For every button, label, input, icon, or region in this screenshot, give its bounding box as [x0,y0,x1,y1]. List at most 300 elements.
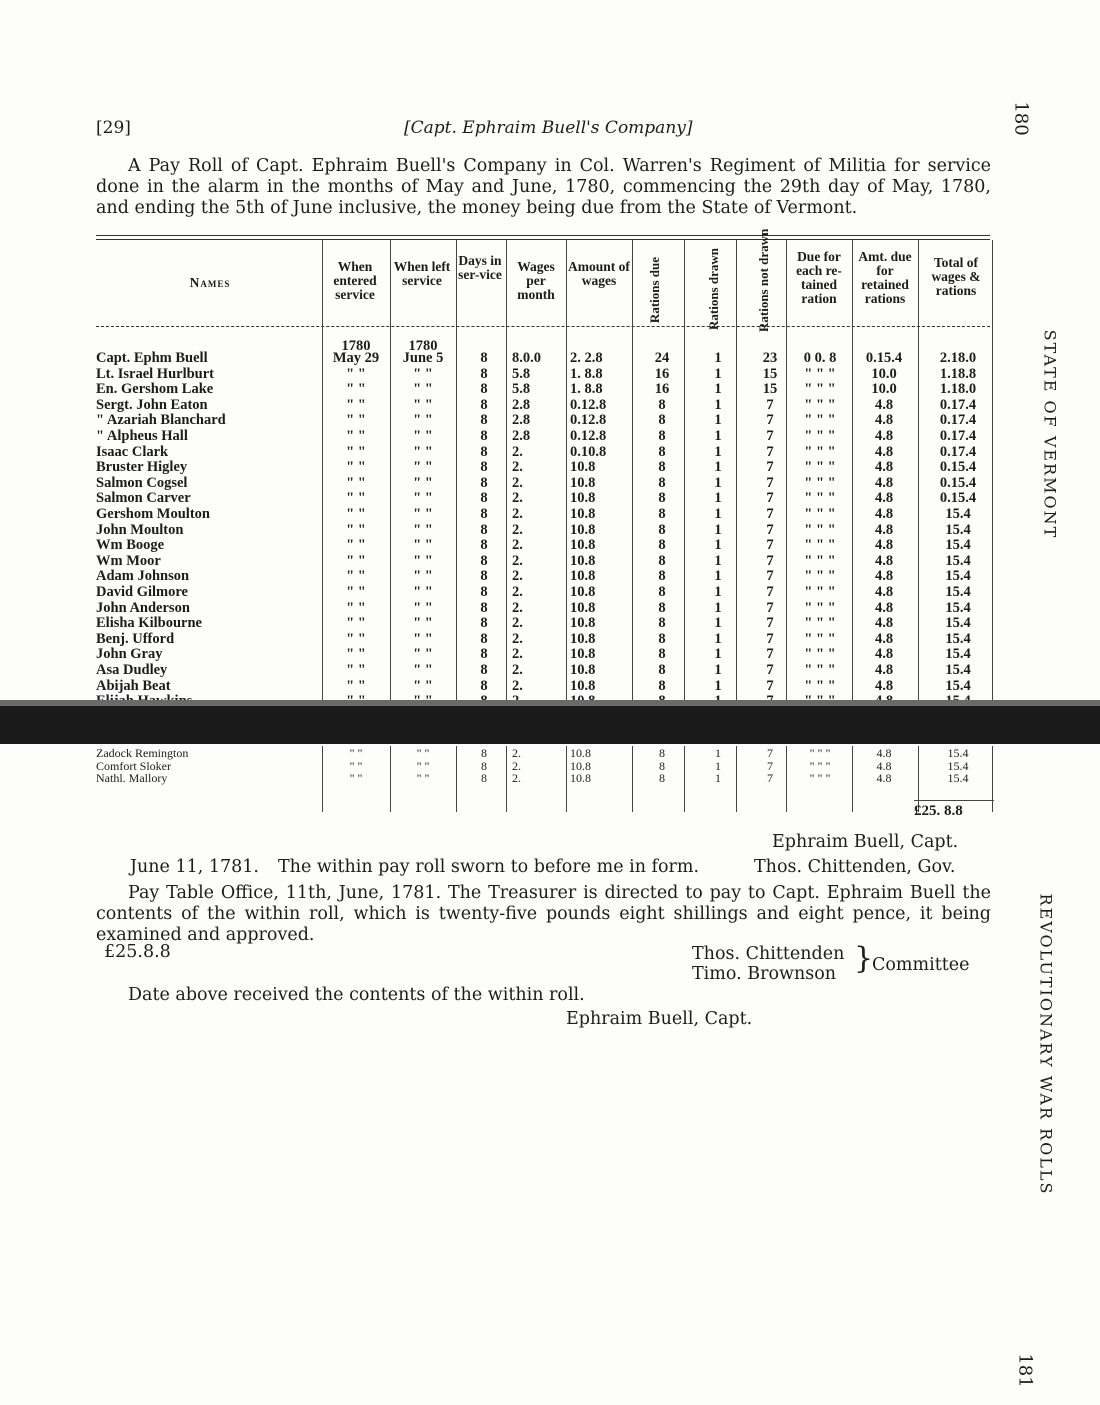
rations-not-drawn-cell: 7 [766,459,774,476]
rations-due-cell: 24 [654,350,670,366]
amount-cell: 0.12.8 [570,396,607,413]
rations-drawn-cell: 1 [714,521,722,538]
name-cell: Wm Booge [96,537,165,554]
rations-not-drawn-cell: 7 [766,646,774,663]
committee-label: Committee [872,955,970,975]
rations-drawn-cell: 1 [715,746,721,760]
due-each-cell: " " " [804,412,836,429]
name-cell: Zadock Remington [96,746,189,760]
total-cell: 15.4 [945,662,971,678]
amt-due-cell: 4.8 [874,568,894,585]
days-cell: 8 [480,521,488,538]
rations-not-drawn-cell: 7 [766,599,774,616]
entered-cell: " " [346,537,366,554]
rations-drawn-cell: 1 [714,490,722,507]
rations-due-cell: 8 [659,758,665,773]
col-days: Days in ser-vice [458,253,502,282]
days-cell: 8 [480,381,488,398]
entered-cell: " " [346,584,366,600]
total-cell: 0.17.4 [939,396,977,413]
due-each-cell: " " " [804,630,836,647]
rations-not-drawn-cell: 7 [766,662,774,678]
amount-cell: 10.8 [570,521,596,538]
year-entered: 1780 [341,338,371,354]
due-each-cell: " " " [804,552,836,569]
name-cell: John Anderson [96,599,190,616]
name-cell: Lt. Israel Hurlburt [96,365,215,382]
signature-captain-2: Ephraim Buell, Capt. [566,1009,753,1029]
amount-cell: 10.8 [570,568,596,585]
wage-cell: 2. [512,646,523,663]
rations-due-cell: 8 [658,599,666,616]
left-cell: " " [413,662,433,678]
total-cell: 15.4 [947,746,969,760]
entered-cell: " " [349,758,363,773]
col-names: Names [189,275,231,290]
entered-cell: " " [346,443,366,460]
amount-cell: 10.8 [570,459,596,476]
column-divider [918,240,919,706]
payment-amount: £25.8.8 [104,942,171,962]
entered-cell: " " [349,771,363,785]
column-divider [566,240,567,706]
left-cell: " " [413,490,433,507]
rations-due-cell: 8 [659,746,665,760]
days-cell: 8 [481,758,487,773]
due-each-cell: " " " [804,677,836,694]
left-cell: " " [413,615,433,632]
rations-not-drawn-cell: 7 [766,677,774,694]
due-each-cell: " " " [804,365,836,382]
amount-cell: 10.8 [570,474,596,491]
wage-cell: 2.8 [512,428,531,444]
entered-cell: " " [346,396,366,413]
amount-cell: 10.8 [570,771,591,785]
intro-paragraph: A Pay Roll of Capt. Ephraim Buell's Company in Col. Warren's Regiment of Militia for service done in the alarm in the months of May and June, 1780, commencing the 29th day of May, 1780, and ending the 5th of June inclusive, the money being due from the State of Vermont. [96,156,991,218]
column-divider [684,746,685,812]
wage-cell: 2.8 [512,396,531,413]
wage-cell: 2. [512,662,523,678]
rations-not-drawn-cell: 7 [766,428,774,444]
amt-due-cell: 4.8 [874,443,894,460]
due-each-cell: " " " [804,646,836,663]
sworn-by: Thos. Chittenden, Gov. [754,857,956,877]
column-divider [736,746,737,812]
amt-due-cell: 4.8 [874,677,894,694]
rations-not-drawn-cell: 7 [766,443,774,460]
rations-drawn-cell: 1 [714,568,722,585]
total-cell: 15.4 [945,630,971,647]
rations-due-cell: 8 [658,490,666,507]
rations-drawn-cell: 1 [714,443,722,460]
rations-drawn-cell: 1 [714,662,722,678]
due-each-cell: " " " [804,537,836,554]
wage-cell: 2. [512,599,523,616]
rations-not-drawn-cell: 7 [766,584,774,600]
total-cell: 15.4 [947,758,969,773]
name-cell: Asa Dudley [96,662,168,678]
amt-due-cell: 10.0 [871,365,897,382]
wage-cell: 2. [512,474,523,491]
left-cell: " " [413,474,433,491]
rations-drawn-cell: 1 [714,474,722,491]
column-divider [456,240,457,706]
rations-not-drawn-cell: 7 [766,630,774,647]
days-cell: 8 [480,646,488,663]
days-cell: 8 [480,615,488,632]
rations-drawn-cell: 1 [714,677,722,694]
rations-drawn-cell: 1 [714,396,722,413]
column-divider [506,746,507,812]
total-cell: 1.18.0 [939,381,977,398]
wage-cell: 8.0.0 [512,350,541,366]
rations-not-drawn-cell: 7 [766,474,774,491]
total-cell: 15.4 [945,615,971,632]
rations-drawn-cell: 1 [714,615,722,632]
rations-drawn-cell: 1 [714,630,722,647]
total-cell: 0.17.4 [939,412,977,429]
total-cell: 15.4 [945,568,971,585]
rations-drawn-cell: 1 [714,599,722,616]
name-cell: " Alpheus Hall [96,428,188,444]
wage-cell: 2. [512,490,523,507]
entered-cell: May 29 [332,350,380,366]
name-cell: Salmon Carver [96,490,191,507]
wage-cell: 2. [512,568,523,585]
name-cell: John Gray [96,646,163,663]
amt-due-cell: 4.8 [874,459,894,476]
rations-due-cell: 8 [658,506,666,522]
left-cell: " " [413,568,433,585]
rations-due-cell: 8 [658,474,666,491]
wage-cell: 2. [512,459,523,476]
entered-cell: " " [346,459,366,476]
amount-cell: 10.8 [570,677,596,694]
total-cell: 15.4 [945,537,971,554]
rations-not-drawn-cell: 7 [766,506,774,522]
name-cell: Sergt. John Eaton [96,396,208,413]
wage-cell: 2. [512,552,523,569]
rations-not-drawn-cell: 7 [766,537,774,554]
rations-due-cell: 8 [658,615,666,632]
days-cell: 8 [480,490,488,507]
name-cell: John Moulton [96,521,184,538]
rations-drawn-cell: 1 [714,646,722,663]
amt-due-cell: 0.15.4 [865,350,903,366]
rations-not-drawn-cell: 15 [762,365,778,382]
amount-cell: 10.8 [570,552,596,569]
wage-cell: 2. [512,771,521,785]
rations-due-cell: 8 [659,771,665,785]
table-top-rule [96,235,990,236]
page-number-left: 180 [1010,101,1032,136]
entered-cell: " " [346,428,366,444]
left-cell: " " [413,584,433,600]
rations-not-drawn-cell: 7 [766,412,774,429]
year-left: 1780 [408,338,438,354]
due-each-cell: " " " [809,746,831,760]
amt-due-cell: 4.8 [874,396,894,413]
col-amount: Amount of wages [568,259,630,288]
due-each-cell: " " " [804,490,836,507]
left-cell: June 5 [402,350,444,366]
grand-total: £25. 8.8 [914,800,994,820]
amount-cell: 1. 8.8 [570,365,603,382]
days-cell: 8 [480,537,488,554]
rations-drawn-cell: 1 [714,381,722,398]
amt-due-cell: 4.8 [874,506,894,522]
rations-due-cell: 8 [658,396,666,413]
amt-due-cell: 4.8 [874,428,894,444]
rations-due-cell: 8 [658,443,666,460]
due-each-cell: " " " [804,568,836,585]
column-divider [456,746,457,812]
total-cell: 15.4 [945,506,971,522]
due-each-cell: " " " [804,396,836,413]
due-each-cell: " " " [804,459,836,476]
amount-cell: 10.8 [570,599,596,616]
amount-cell: 1. 8.8 [570,381,603,398]
days-cell: 8 [480,443,488,460]
rations-due-cell: 8 [658,630,666,647]
rations-due-cell: 8 [658,646,666,663]
left-cell: " " [413,365,433,382]
amount-cell: 10.8 [570,630,596,647]
due-each-cell: 0 0. 8 [803,350,837,366]
rations-due-cell: 8 [658,677,666,694]
rations-due-cell: 8 [658,428,666,444]
total-cell: 15.4 [945,552,971,569]
entered-cell: " " [346,506,366,522]
days-cell: 8 [480,428,488,444]
rations-not-drawn-cell: 23 [762,350,778,366]
rations-not-drawn-cell: 7 [767,758,773,773]
rations-not-drawn-cell: 7 [767,746,773,760]
wage-cell: 2. [512,758,521,773]
entered-cell: " " [349,746,363,760]
amt-due-cell: 4.8 [874,552,894,569]
page-number-right: 181 [1014,1353,1036,1388]
amount-cell: 10.8 [570,537,596,554]
due-each-cell: " " " [804,381,836,398]
days-cell: 8 [480,677,488,694]
col-rations-not-drawn: Rations not drawn [756,228,771,332]
rations-due-cell: 8 [658,568,666,585]
receipt-text: Date above received the contents of the within roll. [128,985,585,1005]
entered-cell: " " [346,568,366,585]
left-cell: " " [413,396,433,413]
left-cell: " " [413,677,433,694]
entered-cell: " " [346,490,366,507]
amt-due-cell: 4.8 [874,662,894,678]
left-cell: " " [413,506,433,522]
rations-not-drawn-cell: 7 [766,552,774,569]
rations-not-drawn-cell: 7 [766,396,774,413]
amt-due-cell: 10.0 [871,381,897,398]
rations-drawn-cell: 1 [714,365,722,382]
total-cell: 15.4 [945,584,971,600]
rations-not-drawn-cell: 7 [766,490,774,507]
col-total: Total of wages & rations [931,255,981,298]
side-title-rolls: REVOLUTIONARY WAR ROLLS [1036,893,1056,1196]
wage-cell: 5.8 [512,381,531,398]
left-cell: " " [413,630,433,647]
amt-due-cell: 4.8 [874,615,894,632]
left-cell: " " [413,537,433,554]
days-cell: 8 [480,630,488,647]
left-cell: " " [413,443,433,460]
column-divider [566,746,567,812]
amt-due-cell: 4.8 [874,584,894,600]
wage-cell: 2. [512,537,523,554]
amt-due-cell: 4.8 [874,646,894,663]
days-cell: 8 [480,350,488,366]
entered-cell: " " [346,646,366,663]
days-cell: 8 [480,599,488,616]
rations-drawn-cell: 1 [715,758,721,773]
amount-cell: 10.8 [570,662,596,678]
committee-member-1: Thos. Chittenden [692,944,845,964]
total-cell: 15.4 [945,521,971,538]
rations-drawn-cell: 1 [714,459,722,476]
wage-cell: 2.8 [512,412,531,429]
rations-due-cell: 8 [658,521,666,538]
amount-cell: 10.8 [570,490,596,507]
column-divider [506,240,507,706]
due-each-cell: " " " [809,758,831,773]
rations-due-cell: 8 [658,537,666,554]
entered-cell: " " [346,474,366,491]
left-cell: " " [416,758,430,773]
amount-cell: 10.8 [570,615,596,632]
amt-due-cell: 4.8 [874,412,894,429]
page-fold-band [0,706,1100,744]
total-cell: 2.18.0 [939,350,977,366]
table-top-rule-2 [96,239,990,240]
left-cell: " " [413,381,433,398]
total-cell: 0.15.4 [939,459,977,476]
amt-due-cell: 4.8 [876,771,892,785]
days-cell: 8 [481,771,487,785]
document-number: [29] [96,118,131,138]
rations-not-drawn-cell: 15 [762,381,778,398]
days-cell: 8 [480,662,488,678]
rations-not-drawn-cell: 7 [767,771,773,785]
rations-drawn-cell: 1 [714,350,722,366]
total-cell: 15.4 [945,677,971,694]
wage-cell: 2. [512,746,521,760]
amount-cell: 10.8 [570,584,596,600]
column-divider [390,240,391,706]
left-cell: " " [413,552,433,569]
days-cell: 8 [480,474,488,491]
wage-cell: 2. [512,677,523,694]
signature-captain: Ephraim Buell, Capt. [772,832,959,852]
col-wages-month: Wages per month [517,259,555,302]
due-each-cell: " " " [804,428,836,444]
entered-cell: " " [346,521,366,538]
due-each-cell: " " " [804,599,836,616]
rations-due-cell: 16 [654,381,670,398]
column-divider [322,746,323,812]
col-rations-drawn: Rations drawn [706,248,721,330]
brace-icon: } [854,941,874,976]
days-cell: 8 [480,552,488,569]
due-each-cell: " " " [804,615,836,632]
entered-cell: " " [346,365,366,382]
wage-cell: 2. [512,443,523,460]
rations-due-cell: 8 [658,552,666,569]
column-divider [684,240,685,706]
rations-due-cell: 16 [654,365,670,382]
entered-cell: " " [346,412,366,429]
total-cell: 15.4 [945,646,971,663]
total-cell: 0.17.4 [939,443,977,460]
entered-cell: " " [346,615,366,632]
total-cell: 0.15.4 [939,474,977,491]
amount-cell: 10.8 [570,758,591,773]
days-cell: 8 [481,746,487,760]
days-cell: 8 [480,568,488,585]
col-amt-due: Amt. due for retained rations [858,249,912,306]
pay-table-paragraph: Pay Table Office, 11th, June, 1781. The Treasurer is directed to pay to Capt. Ephraim Buell the contents of the within roll, which is twenty-five pounds eight shillings and eight pence, it being examined and approved. [96,883,991,945]
col-due-each: Due for each re-tained ration [796,249,842,306]
name-cell: Salmon Cogsel [96,474,188,491]
column-divider [632,240,633,706]
wage-cell: 2. [512,615,523,632]
left-cell: " " [416,771,430,785]
amt-due-cell: 4.8 [874,599,894,616]
column-divider [736,240,737,706]
wage-cell: 2. [512,506,523,522]
name-cell: Capt. Ephm Buell [96,350,208,366]
amount-cell: 0.10.8 [570,443,607,460]
name-cell: En. Gershom Lake [96,381,214,398]
side-title-state: STATE OF VERMONT [1040,329,1060,540]
amt-due-cell: 4.8 [874,490,894,507]
days-cell: 8 [480,584,488,600]
rations-drawn-cell: 1 [714,537,722,554]
amount-cell: 0.12.8 [570,412,607,429]
rations-due-cell: 8 [658,584,666,600]
col-left: When left service [393,259,451,288]
name-cell: David Gilmore [96,584,188,600]
rations-drawn-cell: 1 [714,412,722,429]
days-cell: 8 [480,412,488,429]
due-each-cell: " " " [804,443,836,460]
amt-due-cell: 4.8 [876,746,892,760]
col-rations-due: Rations due [647,256,662,324]
name-cell: Bruster Higley [96,459,188,476]
col-entered: When entered service [333,259,377,302]
total-cell: 0.15.4 [939,490,977,507]
amount-cell: 0.12.8 [570,428,607,444]
rations-drawn-cell: 1 [715,771,721,785]
entered-cell: " " [346,630,366,647]
company-title: [Capt. Ephraim Buell's Company] [404,118,693,138]
days-cell: 8 [480,396,488,413]
days-cell: 8 [480,365,488,382]
left-cell: " " [413,599,433,616]
rations-not-drawn-cell: 7 [766,615,774,632]
name-cell: Adam Johnson [96,568,190,585]
amount-cell: 10.8 [570,646,596,663]
days-cell: 8 [480,506,488,522]
wage-cell: 5.8 [512,365,531,382]
name-cell: Benj. Ufford [96,630,175,647]
name-cell: Isaac Clark [96,443,169,460]
column-divider [322,240,323,706]
